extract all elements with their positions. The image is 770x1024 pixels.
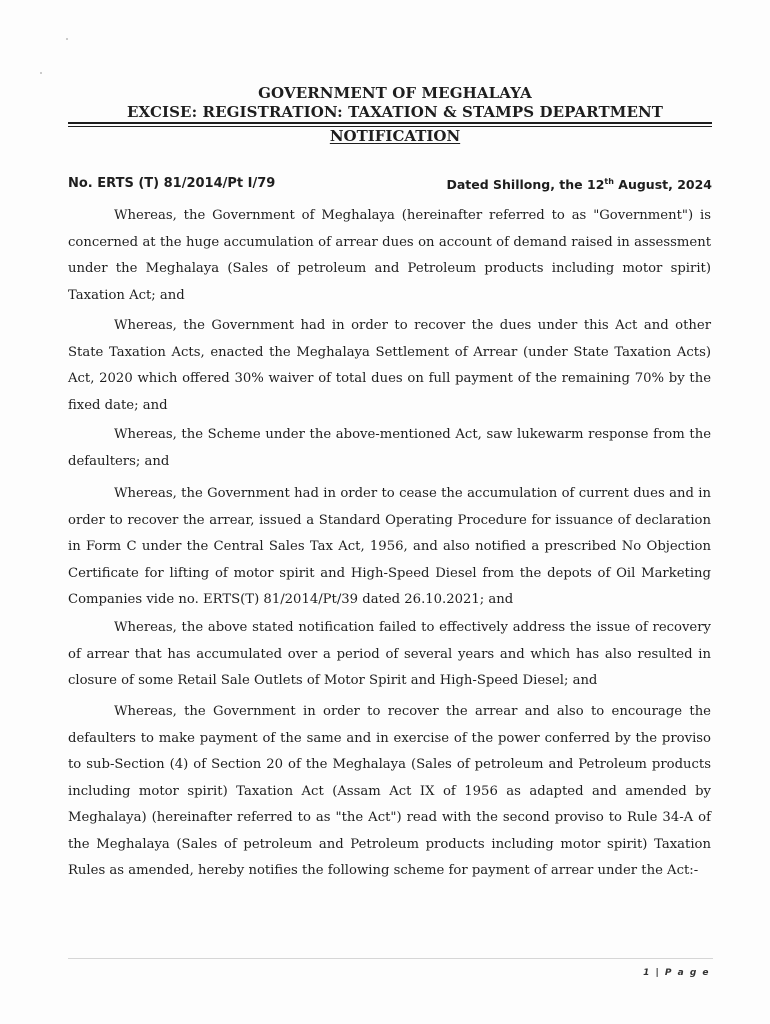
dated-line xyxy=(446,177,712,192)
scan-speck xyxy=(66,38,68,40)
paragraph-4: Whereas, the Government had in order to cease the accumulation of current dues and in order to recover the arrear, issued a Standard Operating Procedure for issuance of declaration in Form C under the Central Sales Tax Act, 1956, and also notified a prescribed No Objection Certificate for lifting of motor spirit and High-Speed Diesel from the depots of Oil Marketing Companies vide no. ERTS(T) 81/2014/Pt/39 dated 26.10.2021; and xyxy=(68,486,711,607)
footer-rule xyxy=(68,958,713,959)
paragraph-2: Whereas, the Government had in order to recover the dues under this Act and other State Taxation Acts, enacted the Meghalaya Settlement of Arrear (under State Taxation Acts) Act, 2020 which offered 30% waiver of total dues on full payment of the remaining 70% by the fixed date; and xyxy=(68,318,711,413)
scan-speck xyxy=(40,72,42,74)
header-rule-thick xyxy=(68,122,712,124)
government-heading: GOVERNMENT OF MEGHALAYA xyxy=(258,84,532,102)
dated-prefix: Dated Shillong, the 12 xyxy=(446,177,605,193)
notification-title: NOTIFICATION xyxy=(329,127,461,145)
dated-suffix: August, 2024 xyxy=(613,177,712,193)
dated-ordinal: th xyxy=(604,177,614,186)
department-heading: EXCISE: REGISTRATION: TAXATION & STAMPS DEPARTMENT xyxy=(126,103,664,121)
paragraph-1: Whereas, the Government of Meghalaya (hereinafter referred to as "Government") is concerned at the huge accumulation of arrear dues on account of demand raised in assessment under the Meghalaya (Sales of petroleum and Petroleum products including motor spirit) Taxation Act; and xyxy=(68,208,711,303)
reference-number: No. ERTS (T) 81/2014/Pt I/79 xyxy=(68,176,276,191)
paragraph-6: Whereas, the Government in order to recover the arrear and also to encourage the defaulters to make payment of the same and in exercise of the power conferred by the proviso to sub-Section (4) of Section 20 of the Meghalaya (Sales of petroleum and Petroleum products including motor spirit) Taxation Act (Assam Act IX of 1956 as adapted and amended by Meghalaya) (hereinafter referred to as "the Act") read with the second proviso to Rule 34-A of the Meghalaya (Sales of petroleum and Petroleum products including motor spirit) Taxation Rules as amended, hereby notifies the following scheme for payment of arrear under the Act:- xyxy=(68,704,711,878)
paragraph-3: Whereas, the Scheme under the above-mentioned Act, saw lukewarm response from the defaulters; and xyxy=(68,427,711,469)
paragraph-5: Whereas, the above stated notification failed to effectively address the issue of recovery of arrear that has accumulated over a period of several years and which has also resulted in closure of some Retail Sale Outlets of Motor Spirit and High-Speed Diesel; and xyxy=(68,620,711,688)
page-number: 1 | P a g e xyxy=(643,968,710,978)
